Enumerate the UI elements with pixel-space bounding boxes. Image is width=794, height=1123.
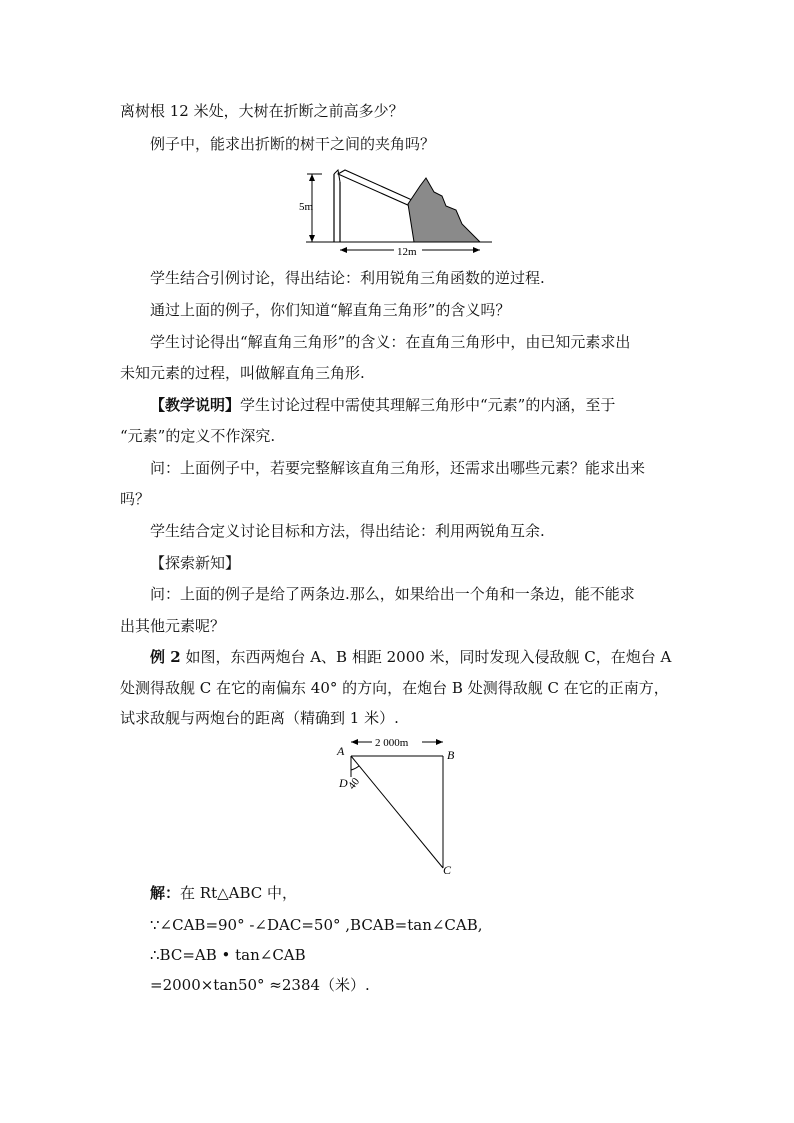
height-label: 5m — [299, 201, 314, 213]
text-line: 问：上面例子中，若要完整解该直角三角形，还需求出哪些元素？能求出来 — [150, 459, 646, 477]
text-line: 吗？ — [120, 490, 151, 508]
broken-tree-figure — [296, 160, 496, 260]
text-line: 离树根 12 米处，大树在折断之前高多少？ — [120, 102, 404, 120]
distance-label: 2 000m — [375, 737, 409, 749]
text-line: 处测得敌舰 C 在它的南偏东 40° 的方向，在炮台 B 处测得敌舰 C 在它的正南方， — [120, 679, 669, 697]
formula-line: ∵∠CAB=90° -∠DAC=50° ,BCAB=tan∠CAB, — [150, 916, 483, 934]
text-line: “元素”的定义不作深究. — [120, 427, 276, 445]
text-line: 问：上面的例子是给了两条边.那么，如果给出一个角和一条边，能不能求 — [150, 585, 635, 603]
label-a: A — [337, 744, 345, 758]
text-line: 未知元素的过程，叫做解直角三角形. — [120, 364, 365, 382]
text-line: 【教学说明】学生讨论过程中需使其理解三角形中“元素”的内涵，至于 — [150, 396, 616, 414]
rock — [408, 178, 480, 242]
angle-label: 40 — [345, 775, 363, 792]
label-c: C — [443, 863, 452, 877]
formula-line: =2000×tan50° ≈2384（米）. — [150, 976, 370, 994]
solution-tag: 解： — [150, 884, 181, 902]
text-line: 试求敌舰与两炮台的距离（精确到 1 米）. — [120, 709, 399, 727]
fallen-trunk — [338, 170, 412, 206]
base-label: 12m — [397, 246, 417, 258]
label-b: B — [447, 748, 455, 762]
text-line: 例子中，能求出折断的树干之间的夹角吗？ — [150, 135, 436, 153]
text-line: 学生讨论得出“解直角三角形”的含义：在直角三角形中，由已知元素求出 — [150, 333, 631, 351]
label-d: D — [339, 776, 348, 790]
text-line: 学生结合引例讨论，得出结论：利用锐角三角函数的逆过程. — [150, 269, 545, 287]
example-number: 例 2 — [150, 648, 181, 666]
text-line: 出其他元素呢？ — [120, 617, 226, 635]
teaching-note-tag: 【教学说明】 — [150, 396, 241, 414]
side-ac — [351, 756, 443, 868]
formula-line: ∴BC=AB • tan∠CAB — [150, 946, 306, 964]
text-line: 学生结合定义讨论目标和方法，得出结论：利用两锐角互余. — [150, 522, 545, 540]
angle-arc — [351, 766, 359, 770]
text-line: 通过上面的例子，你们知道“解直角三角形”的含义吗？ — [150, 301, 511, 319]
text-line: 例 2 如图，东西两炮台 A、B 相距 2000 米，同时发现入侵敌舰 C，在炮台 A — [150, 648, 672, 666]
triangle-figure — [330, 732, 465, 882]
section-heading: 【探索新知】 — [150, 554, 241, 572]
text-line: 解：在 Rt△ABC 中， — [150, 884, 298, 902]
